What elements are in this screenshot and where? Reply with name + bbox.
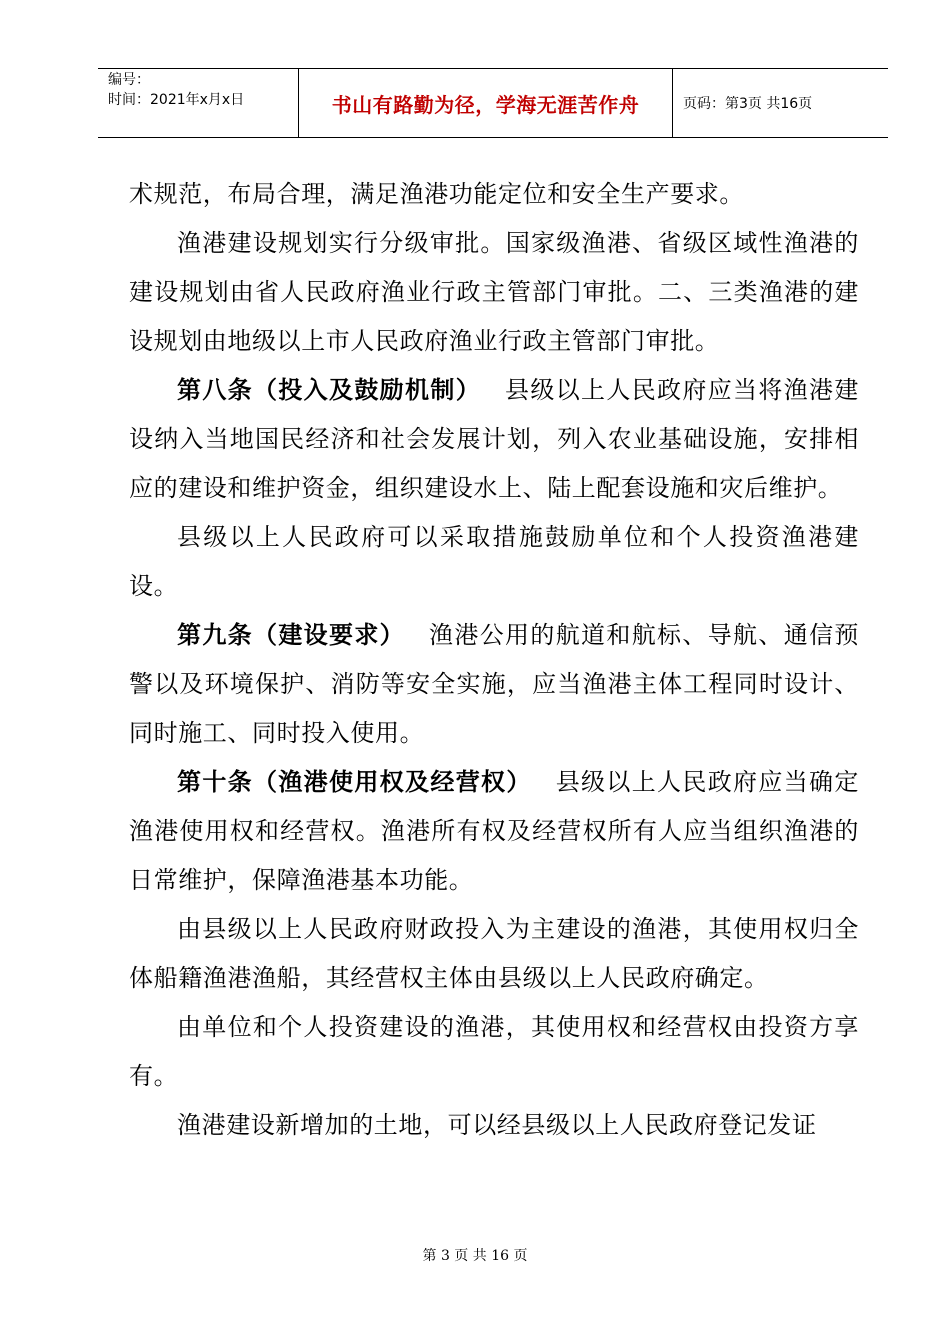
time-label: 时间：2021年x月x日 xyxy=(108,92,245,108)
paragraph-text: 县级以上人民政府应当确定渔港使用权和经营权。渔港所有权及经营权所有人应当组织渔港的日常维护，保障渔港基本功能。 xyxy=(129,768,859,894)
footer-page-number: 第 3 页 共 16 页 xyxy=(422,1248,528,1264)
article-heading: 第九条（建设要求） xyxy=(177,621,406,649)
paragraph xyxy=(129,905,859,1003)
header-motto-cell xyxy=(299,69,673,137)
motto: 书山有路勤为径，学海无涯苦作舟 xyxy=(331,92,640,117)
article-heading: 第八条（投入及鼓励机制） xyxy=(177,376,482,404)
page-header xyxy=(98,68,888,138)
paragraph xyxy=(129,1101,859,1150)
page-footer xyxy=(0,1245,950,1265)
paragraph-text: 由县级以上人民政府财政投入为主建设的渔港，其使用权归全体船籍渔港渔船，其经营权主体由县级以上人民政府确定。 xyxy=(129,915,859,992)
paragraph xyxy=(129,1003,859,1101)
number-label: 编号： xyxy=(108,72,150,88)
header-page-cell xyxy=(673,69,888,137)
paragraph xyxy=(129,758,859,905)
paragraph xyxy=(129,170,859,219)
paragraph-text: 渔港公用的航道和航标、导航、通信预警以及环境保护、消防等安全实施，应当渔港主体工程同时设计、同时施工、同时投入使用。 xyxy=(129,621,859,747)
paragraph-text: 术规范，布局合理，满足渔港功能定位和安全生产要求。 xyxy=(129,180,744,208)
paragraph-text: 由单位和个人投资建设的渔港，其使用权和经营权由投资方享有。 xyxy=(129,1013,859,1090)
page-info: 页码：第3页 共16页 xyxy=(683,96,813,112)
paragraph-text: 县级以上人民政府可以采取措施鼓励单位和个人投资渔港建设。 xyxy=(129,523,859,600)
header-meta xyxy=(98,69,299,137)
paragraph-text: 渔港建设规划实行分级审批。国家级渔港、省级区域性渔港的建设规划由省人民政府渔业行政主管部门审批。二、三类渔港的建设规划由地级以上市人民政府渔业行政主管部门审批。 xyxy=(129,229,859,355)
document-body xyxy=(129,170,859,1150)
paragraph xyxy=(129,513,859,611)
paragraph-text: 渔港建设新增加的土地，可以经县级以上人民政府登记发证 xyxy=(177,1111,817,1139)
article-heading: 第十条（渔港使用权及经营权） xyxy=(177,768,532,796)
paragraph xyxy=(129,219,859,366)
paragraph xyxy=(129,611,859,758)
paragraph-text: 县级以上人民政府应当将渔港建设纳入当地国民经济和社会发展计划，列入农业基础设施，安排相应的建设和维护资金，组织建设水上、陆上配套设施和灾后维护。 xyxy=(129,376,859,502)
paragraph xyxy=(129,366,859,513)
